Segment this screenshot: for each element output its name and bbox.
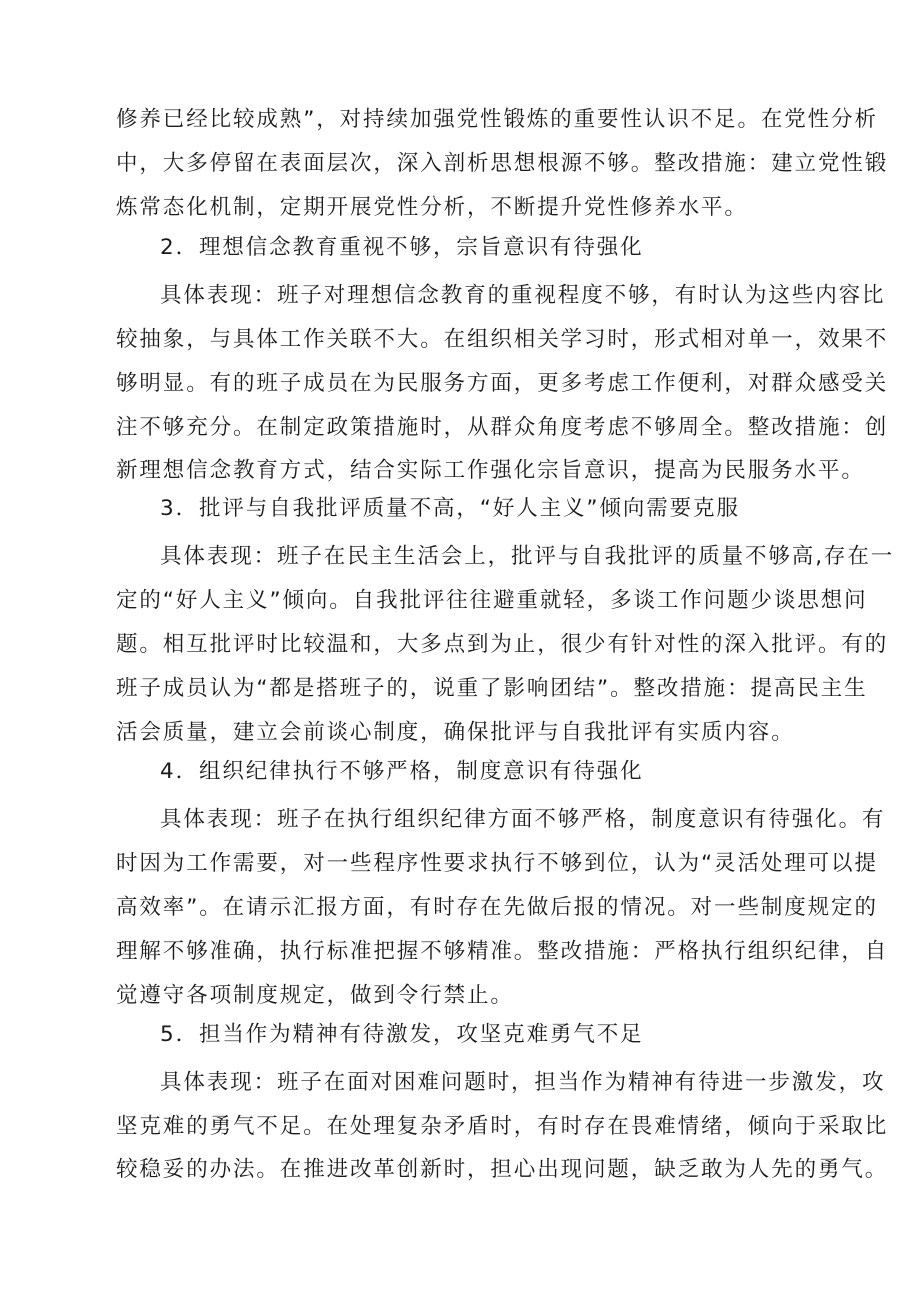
paragraph-line: 具体表现：班子对理想信念教育的重视程度不够，有时认为这些内容比 [160,283,886,308]
paragraph-line: 觉遵守各项制度规定，做到令行禁止。 [116,983,514,1008]
paragraph-line: 较抽象，与具体工作关联不大。在组织相关学习时，形式相对单一，效果不 [116,327,889,352]
section-heading: 5．担当作为精神有待激发，攻坚克难勇气不足 [160,1022,644,1047]
paragraph-line: 较稳妥的办法。在推进改革创新时，担心出现问题，缺乏敢为人先的勇气。 [116,1157,889,1182]
paragraph-line: 理解不够准确，执行标准把握不够精准。整改措施：严格执行组织纪律，自 [116,939,889,964]
paragraph-line: 具体表现：班子在民主生活会上，批评与自我批评的质量不够高,存在一 [160,544,895,569]
paragraph-line: 活会质量，建立会前谈心制度，确保批评与自我批评有实质内容。 [116,720,795,745]
paragraph-line: 高效率”。在请示汇报方面，有时存在先做后报的情况。对一些制度规定的 [116,895,878,920]
paragraph-line: 定的“好人主义”倾向。自我批评往往避重就轻，多谈工作问题少谈思想问 [116,588,868,613]
paragraph-line: 具体表现：班子在执行组织纪律方面不够严格，制度意识有待强化。有 [160,807,886,832]
section-heading: 2．理想信念教育重视不够，宗旨意识有待强化 [160,235,644,260]
paragraph-line: 新理想信念教育方式，结合实际工作强化宗旨意识，提高为民服务水平。 [116,458,865,483]
section-heading: 3．批评与自我批评质量不高，“好人主义”倾向需要克服 [160,496,740,521]
paragraph-line: 中，大多停留在表面层次，深入剖析思想根源不够。整改措施：建立党性锻 [116,151,889,176]
paragraph-line: 坚克难的勇气不足。在处理复杂矛盾时，有时存在畏难情绪，倾向于采取比 [116,1114,889,1139]
paragraph-line: 具体表现：班子在面对困难问题时，担当作为精神有待进一步激发，攻 [160,1070,886,1095]
paragraph-line: 够明显。有的班子成员在为民服务方面，更多考虑工作便利，对群众感受关 [116,371,889,396]
section-heading: 4．组织纪律执行不够严格，制度意识有待强化 [160,759,644,784]
paragraph-line: 班子成员认为“都是搭班子的，说重了影响团结”。整改措施：提高民主生 [116,676,868,701]
paragraph-line: 时因为工作需要，对一些程序性要求执行不够到位，认为“灵活处理可以提 [116,851,878,876]
paragraph-line: 修养已经比较成熟”，对持续加强党性锻炼的重要性认识不足。在党性分析 [116,107,878,132]
paragraph-line: 炼常态化机制，定期开展党性分析，不断提升党性修养水平。 [116,195,748,220]
paragraph-line: 题。相互批评时比较温和，大多点到为止，很少有针对性的深入批评。有的 [116,632,889,657]
paragraph-line: 注不够充分。在制定政策措施时，从群众角度考虑不够周全。整改措施：创 [116,415,889,440]
